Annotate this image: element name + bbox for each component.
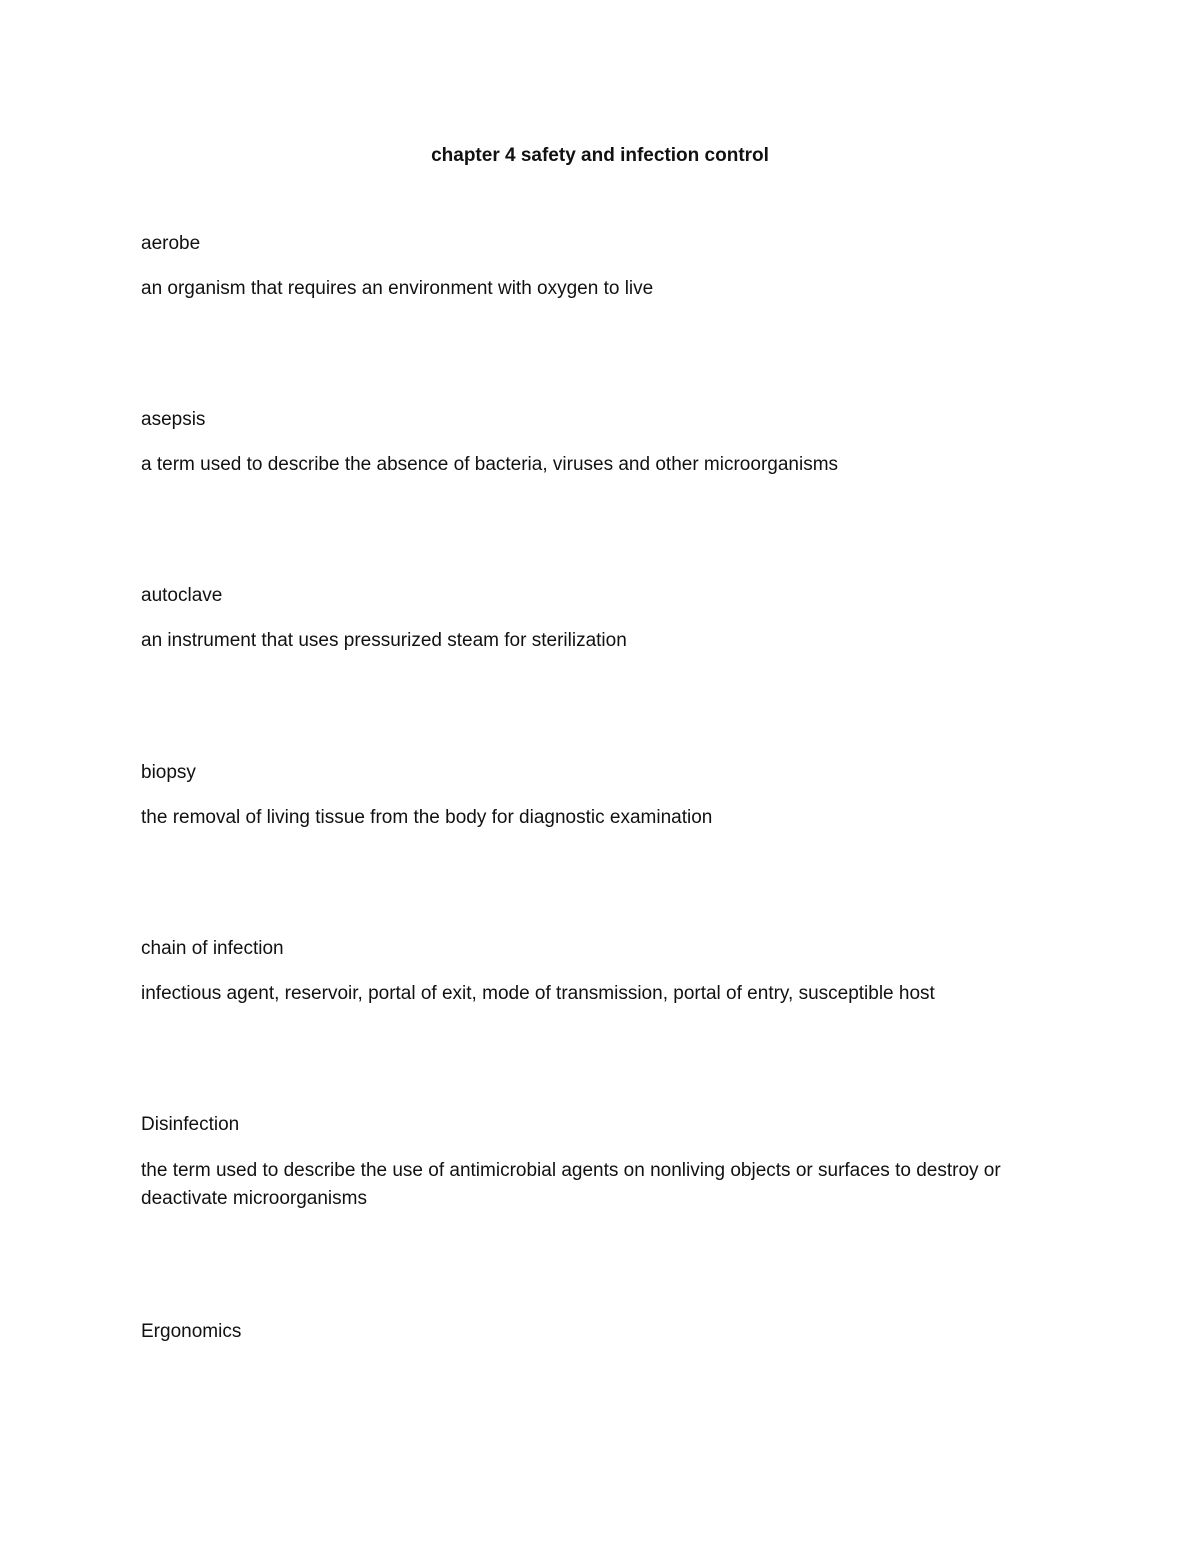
- term-biopsy: biopsy: [141, 762, 196, 783]
- term-asepsis: asepsis: [141, 409, 206, 430]
- definition-biopsy: the removal of living tissue from the body for diagnostic examination: [141, 807, 713, 828]
- definition-autoclave: an instrument that uses pressurized steam for sterilization: [141, 630, 627, 651]
- term-ergonomics: Ergonomics: [141, 1321, 242, 1342]
- term-disinfection: Disinfection: [141, 1114, 240, 1135]
- definition-disinfection: the term used to describe the use of antimicrobial agents on nonliving objects or surfaces to destroy or deactivate microorganisms: [141, 1160, 1001, 1209]
- term-chain-of-infection: chain of infection: [141, 938, 284, 959]
- definition-aerobe: an organism that requires an environment with oxygen to live: [141, 278, 654, 299]
- page-title: chapter 4 safety and infection control: [431, 145, 769, 166]
- definition-chain-of-infection: infectious agent, reservoir, portal of exit, mode of transmission, portal of entry, susceptible host: [141, 983, 935, 1004]
- term-autoclave: autoclave: [141, 585, 223, 606]
- term-aerobe: aerobe: [141, 233, 201, 254]
- definition-asepsis: a term used to describe the absence of bacteria, viruses and other microorganisms: [141, 454, 839, 475]
